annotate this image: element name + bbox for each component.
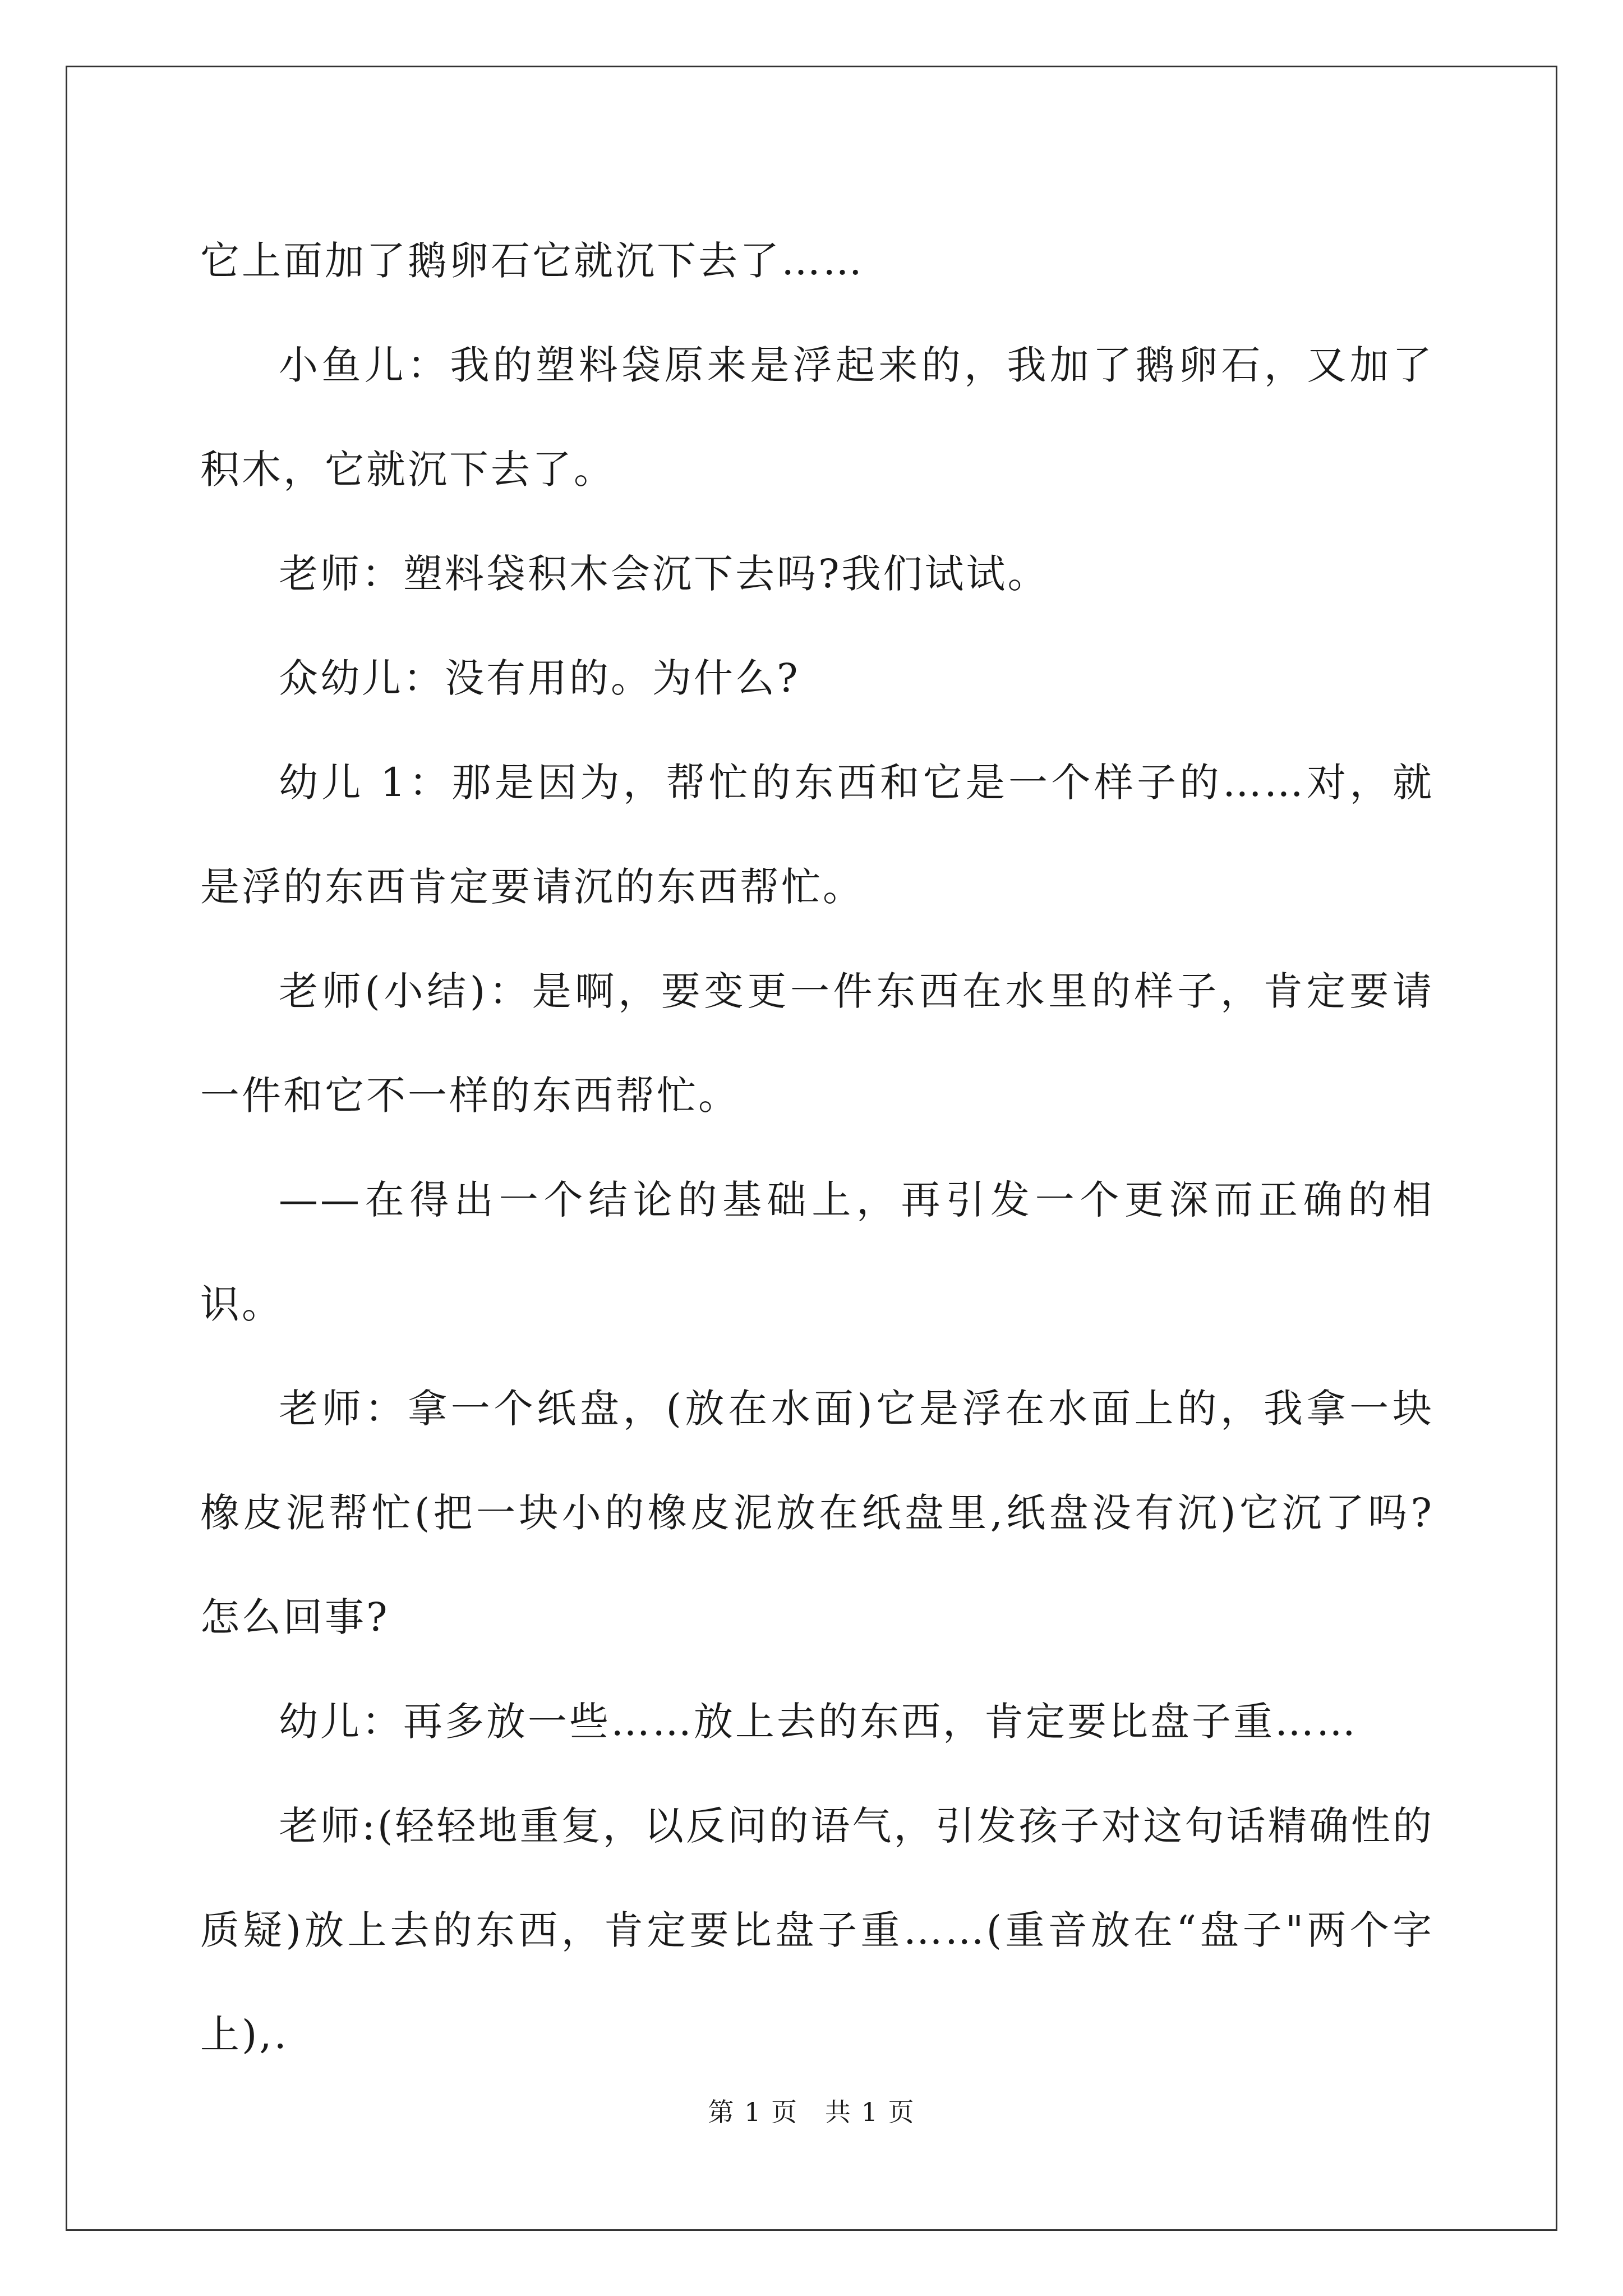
paragraph: 老师:(轻轻地重复，以反问的语气，引发孩子对这句话精确性的质疑)放上去的东西，肯定要比盘子重……(重音放在“盘子"两个字上),.: [200, 1803, 1434, 2058]
paragraph: 老师(小结)：是啊，要变更一件东西在水里的样子，肯定要请一件和它不一样的东西帮忙。: [200, 968, 1434, 1119]
paragraph: ——在得出一个结论的基础上，再引发一个更深而正确的相识。: [200, 1177, 1434, 1327]
paragraph: 它上面加了鹅卵石它就沉下去了……: [200, 238, 864, 284]
paragraph: 老师：拿一个纸盘，(放在水面)它是浮在水面上的，我拿一块橡皮泥帮忙(把一块小的橡皮泥放在纸盘里,纸盘没有沉)它沉了吗?怎么回事?: [200, 1386, 1434, 1640]
page-total: 共 1 页: [825, 2097, 915, 2127]
page-number: 第 1 页: [708, 2097, 798, 2127]
paragraph: 众幼儿：没有用的。为什么?: [279, 655, 800, 701]
paragraph: 小鱼儿：我的塑料袋原来是浮起来的，我加了鹅卵石，又加了积木，它就沉下去了。: [200, 342, 1434, 493]
document-body: [200, 209, 1434, 2087]
paragraph: 老师：塑料袋积木会沉下去吗?我们试试。: [279, 551, 1049, 597]
page-footer: [0, 2095, 1623, 2129]
paragraph: 幼儿 1：那是因为，帮忙的东西和它是一个样子的……对，就是浮的东西肯定要请沉的东西帮忙。: [200, 760, 1434, 910]
paragraph: 幼儿：再多放一些……放上去的东西，肯定要比盘子重……: [279, 1699, 1358, 1745]
